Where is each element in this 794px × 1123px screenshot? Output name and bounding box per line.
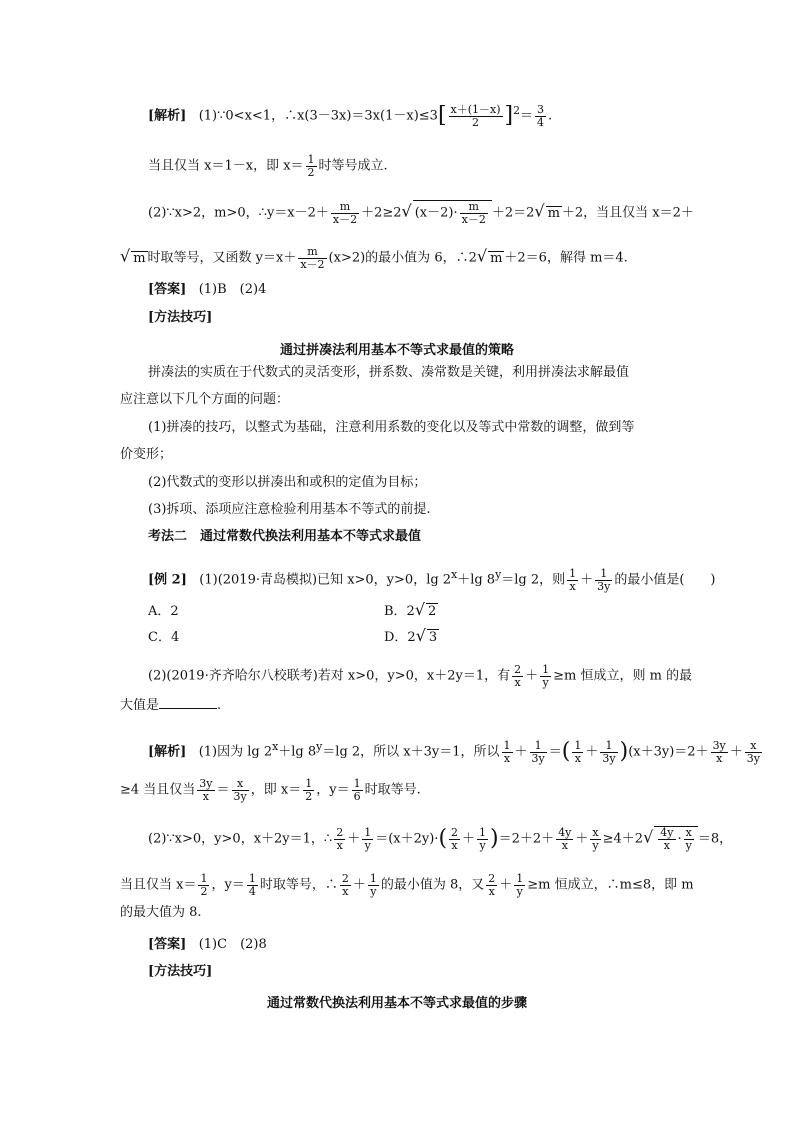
fraction — [449, 104, 503, 128]
text: (x－2)· — [414, 205, 458, 221]
superscript: x — [451, 568, 458, 582]
fraction — [540, 664, 551, 688]
sqrt-body: 3 — [428, 630, 438, 645]
sqrt-symbol: √ — [476, 246, 488, 266]
denominator: x — [451, 838, 458, 852]
text: ＝(x＋2y)· — [375, 831, 439, 847]
example-label: [例 2] — [148, 572, 187, 588]
text: ＝8， — [697, 831, 733, 847]
fraction — [197, 778, 214, 802]
analysis-label: [解析] — [148, 108, 187, 124]
paren-close: ) — [490, 826, 499, 852]
text: ≥m 恒成立，则 m 的最 — [553, 668, 693, 684]
fraction — [600, 740, 617, 764]
sqrt-symbol: √ — [120, 246, 131, 266]
analysis-2-line-3: (2)∵x>0，y>0，x＋2y＝1，∴ $\frac{2}{x}$ ＋ $\frac{1}{y}$ ＝(x＋2y)·( $\frac{2}{x}$ ＋ $\frac{1}{y}$ )＝2＋2＋ $\frac{4y}{x}$ ＋ $\frac{x}{y}$ ≥4＋2√ $\frac{4y}{x}$ · $\frac{x}{y}$ ＝8， — [148, 826, 733, 852]
denominator: y — [685, 838, 692, 852]
text: (2)∵x>0，y>0，x＋2y＝1，∴ — [148, 831, 333, 847]
denominator: x — [202, 789, 210, 803]
numerator: m — [331, 201, 359, 214]
text: (1)因为 lg 2 — [198, 744, 273, 760]
text: ，y＝ — [316, 782, 350, 798]
numerator: 1 — [307, 153, 315, 166]
text: ≥4 当且仅当 — [120, 782, 196, 798]
sqrt-symbol: √ — [534, 201, 545, 221]
text: 大值是 — [120, 698, 160, 713]
denominator: x — [663, 838, 670, 852]
numerator: m — [298, 246, 326, 259]
sqrt-symbol: √ — [415, 626, 426, 645]
denominator: 2 — [307, 165, 315, 179]
text: 的最小值为 8，又 — [380, 877, 485, 893]
fraction — [247, 873, 258, 897]
denominator: x — [336, 838, 343, 852]
denominator: x — [488, 884, 495, 898]
fraction — [745, 740, 762, 764]
denominator: 4 — [537, 115, 545, 129]
sqrt-symbol: √ — [401, 201, 412, 221]
fraction — [502, 740, 513, 764]
numerator: x — [745, 740, 762, 753]
superscript: y — [316, 740, 323, 754]
fraction — [486, 873, 497, 897]
equals: ＝ — [548, 744, 562, 760]
denominator: y — [592, 838, 599, 852]
text: (x>2)的最小值为 6，∴2 — [328, 250, 477, 266]
denominator: x — [342, 884, 349, 898]
numerator: 1 — [574, 739, 582, 752]
option-a: A．2 — [148, 604, 179, 619]
sqrt-body: $\frac{4y}{x}$ · $\frac{x}{y}$ — [654, 826, 698, 851]
sqrt-symbol: √ — [643, 827, 654, 847]
fraction — [352, 778, 363, 802]
fraction — [658, 827, 675, 851]
denominator: 3y — [233, 789, 247, 803]
sqrt-body: m — [490, 250, 503, 266]
numerator: 3y — [712, 739, 726, 752]
fraction — [711, 740, 728, 764]
text: ＋2≥2 — [361, 205, 402, 221]
method-label-1: [方法技巧] — [148, 310, 213, 325]
analysis-1-line-2 — [148, 154, 388, 178]
numerator: 1 — [595, 568, 612, 581]
fraction — [298, 246, 326, 270]
text: ，即 x＝ — [250, 782, 302, 798]
fraction — [514, 873, 525, 897]
fraction — [232, 778, 249, 802]
numerator: 2 — [514, 663, 522, 676]
text: ＋lg 8 — [457, 572, 496, 588]
sqrt-body: m — [547, 205, 560, 221]
text: ＝lg 2，则 — [501, 572, 566, 588]
plus: ＋ — [525, 668, 539, 684]
analysis-2-line-2 — [120, 778, 421, 802]
denominator: x — [716, 751, 723, 765]
plus: ＋ — [580, 572, 594, 588]
numerator: 1 — [542, 663, 550, 676]
text: 时取等号. — [364, 782, 421, 798]
numerator: 4y — [558, 826, 572, 839]
fraction — [567, 568, 578, 592]
para-line: (3)拆项、添项应注意检验利用基本不等式的前提. — [148, 502, 431, 517]
analysis-1-line-3 — [148, 200, 694, 225]
analysis-2-line-1: [解析] (1)因为 $\lg 2^x+\lg$ $8^y=\lg$ 2，所以 x＋3y＝1，所以 $\frac{1}{x}$ ＋ $\frac{1}{3y}$ ＝( $\frac{1}{x}$ ＋ $\frac{1}{3y}$ )(x＋3y)＝2＋ $\frac{3y}{x}$ ＋ $\frac{x}{3y}$ — [148, 739, 761, 765]
answer-1 — [148, 283, 266, 296]
numerator: 1 — [479, 826, 487, 839]
denominator: x－2 — [461, 212, 486, 226]
denominator: x — [503, 751, 511, 765]
text: ，y＝ — [211, 877, 245, 893]
answer-blank — [159, 698, 217, 709]
plus: ＋ — [514, 744, 528, 760]
fraction — [572, 740, 583, 764]
denominator: 2 — [200, 884, 208, 898]
fraction — [530, 740, 547, 764]
fraction — [449, 827, 460, 851]
fraction — [684, 827, 694, 851]
text: (2)(2019·齐齐哈尔八校联考)若对 x>0，y>0，x＋2y＝1，有 — [148, 668, 511, 684]
example-2-q2 — [148, 664, 692, 688]
denominator: x — [569, 579, 576, 593]
denominator: 3y — [531, 751, 545, 765]
text: 时取等号，∴ — [259, 877, 338, 893]
numerator: 1 — [248, 872, 256, 885]
method-label-2: [方法技巧] — [148, 964, 213, 979]
answer-2 — [148, 938, 267, 951]
text: ≥4＋2 — [602, 831, 644, 847]
fraction — [595, 568, 612, 592]
text: 时等号成立. — [318, 158, 388, 174]
text: (2)∵x>2，m>0，∴y＝x－2＋ — [148, 205, 329, 221]
para-line: 价变形； — [120, 447, 173, 462]
fraction — [556, 827, 573, 851]
numerator: 3 — [537, 103, 545, 116]
fraction — [340, 873, 351, 897]
para-line: (1)拼凑的技巧，以整式为基础，注意利用系数的变化以及等式中常数的调整，做到等 — [148, 420, 635, 435]
example-2-q2-line-2 — [120, 698, 221, 712]
answer-label: [答案] — [148, 937, 187, 952]
para-line: 拼凑法的实质在于代数式的灵活变形，拼系数、凑常数是关键，利用拼凑法求解最值 — [148, 365, 630, 380]
fraction — [306, 154, 317, 178]
fraction — [460, 201, 488, 225]
denominator: x－2 — [332, 212, 358, 226]
option-d — [384, 626, 439, 645]
denominator: y — [364, 838, 371, 852]
paren-open: ( — [561, 739, 571, 765]
analysis-2-line-4: 当且仅当 x＝ $\frac{1}{2}$ ，y＝ $\frac{1}{4}$ 时取等号，∴ $\frac{2}{x}$ ＋ $\frac{1}{y}$ 的最小值为 8，又 $\frac{2}{x}$ ＋ $\frac{1}{y}$ ≥m 恒成立，∴m≤8，即 m — [120, 872, 694, 898]
numerator: 2 — [341, 872, 349, 885]
text: ＝2＋2＋ — [498, 831, 555, 847]
fraction — [331, 201, 359, 225]
text: (1)(2019·青岛模拟)已知 x>0，y>0，lg 2 — [199, 572, 452, 588]
denominator: y — [370, 884, 377, 898]
paren-open: ( — [438, 826, 448, 852]
sqrt-body — [413, 200, 492, 225]
numerator: 2 — [336, 826, 344, 839]
analysis-1-line-4 — [120, 246, 628, 270]
fraction — [368, 873, 379, 897]
bracket-open: [ — [437, 103, 447, 129]
sqrt-body: 2 — [428, 604, 437, 619]
fraction — [512, 664, 523, 688]
numerator: 2 — [451, 826, 459, 839]
numerator: x — [685, 826, 692, 839]
answer-text: (1)C (2)8 — [198, 937, 267, 952]
numerator: 3y — [199, 777, 213, 790]
text: 时取等号，又函数 y＝x＋ — [147, 250, 297, 266]
text: 当且仅当 x＝ — [120, 877, 197, 893]
numerator: 1 — [369, 872, 377, 885]
numerator: 1 — [364, 826, 372, 839]
option-b — [384, 600, 438, 619]
denominator: 2 — [472, 115, 480, 129]
numerator: 1 — [353, 777, 361, 790]
text: ＋2，当且仅当 x＝2＋ — [561, 205, 694, 221]
text: ＋2＝6，解得 m＝4. — [504, 250, 628, 266]
fraction — [198, 873, 209, 897]
denominator: x－2 — [300, 257, 325, 271]
denominator: y — [542, 675, 549, 689]
denominator: y — [516, 884, 523, 898]
analysis-text: (1)∵0<x<1，∴x(3－3x)＝3x(1－x)≤3 — [198, 108, 438, 124]
numerator: 1 — [200, 872, 208, 885]
denominator: 4 — [248, 884, 256, 898]
denominator: 3y — [602, 751, 616, 765]
numerator: x＋(1－x) — [450, 103, 501, 116]
text: ＝lg 2，所以 x＋3y＝1，所以 — [322, 744, 500, 760]
numerator: 1 — [503, 739, 511, 752]
analysis-label: [解析] — [148, 744, 187, 760]
text: ≥m 恒成立，∴m≤8，即 m — [527, 877, 694, 893]
sqrt-symbol: √ — [414, 600, 426, 619]
denominator: x — [514, 675, 521, 689]
analysis-2-line-5: 的最大值为 8. — [120, 905, 202, 920]
denominator: x — [561, 838, 568, 852]
superscript: x — [272, 740, 279, 754]
para-line: (2)代数式的变形以拼凑出和或积的定值为目标； — [148, 475, 427, 490]
bracket-close: ] — [504, 103, 514, 129]
numerator: m — [460, 201, 488, 214]
fraction — [334, 827, 345, 851]
equals: ＝ — [216, 782, 230, 798]
denominator: y — [479, 838, 486, 852]
analysis-1-line-1: [解析] (1)∵0<x<1，∴x(3－3x)＝3x(1－x)≤3[ $\frac{x+(1-x)}{2}$ ]$^2$＝ $\frac{3}{4}$ . — [148, 103, 553, 129]
fraction — [477, 827, 488, 851]
denominator: x — [574, 751, 581, 765]
fraction — [535, 104, 546, 128]
numerator: 1 — [530, 740, 547, 753]
option-c: C．4 — [148, 630, 180, 645]
method-title-1: 通过拼凑法利用基本不等式求最值的策略 — [279, 343, 514, 358]
denominator: 6 — [353, 789, 361, 803]
numerator: 1 — [600, 740, 617, 753]
fraction — [303, 778, 314, 802]
fraction — [362, 827, 373, 851]
numerator: 1 — [569, 567, 577, 580]
denominator: 3y — [746, 751, 761, 765]
sqrt-body: m — [133, 250, 146, 266]
numerator: 4y — [660, 826, 674, 839]
text: 的最小值是( ) — [614, 572, 716, 588]
numerator: x — [232, 778, 249, 791]
fraction — [590, 827, 600, 851]
section-heading: 考法二 通过常数代换法利用基本不等式求最值 — [148, 529, 422, 544]
exponent: 2 — [513, 104, 521, 118]
numerator: 2 — [488, 872, 496, 885]
equals: ＝ — [520, 108, 534, 124]
example-2-q1 — [148, 568, 715, 592]
answer-text: (1)B (2)4 — [198, 282, 267, 297]
numerator: 1 — [305, 777, 313, 790]
text: D．2 — [384, 630, 416, 645]
text: B．2 — [384, 604, 415, 619]
superscript: y — [495, 568, 502, 582]
text: 当且仅当 x＝1－x，即 x＝ — [148, 158, 304, 174]
method-title-2: 通过常数代换法利用基本不等式求最值的步骤 — [266, 996, 527, 1011]
text: ＋2＝2 — [491, 205, 535, 221]
text: . — [217, 698, 222, 713]
numerator: 1 — [516, 872, 524, 885]
para-line: 应注意以下几个方面的问题： — [120, 392, 290, 407]
text: ＋lg 8 — [278, 744, 317, 760]
numerator: x — [592, 826, 599, 839]
denominator: 2 — [305, 789, 313, 803]
answer-label: [答案] — [148, 282, 187, 297]
paren-close: ) — [619, 739, 629, 765]
denominator: 3y — [597, 579, 611, 593]
text: (x＋3y)＝2＋ — [628, 744, 709, 760]
